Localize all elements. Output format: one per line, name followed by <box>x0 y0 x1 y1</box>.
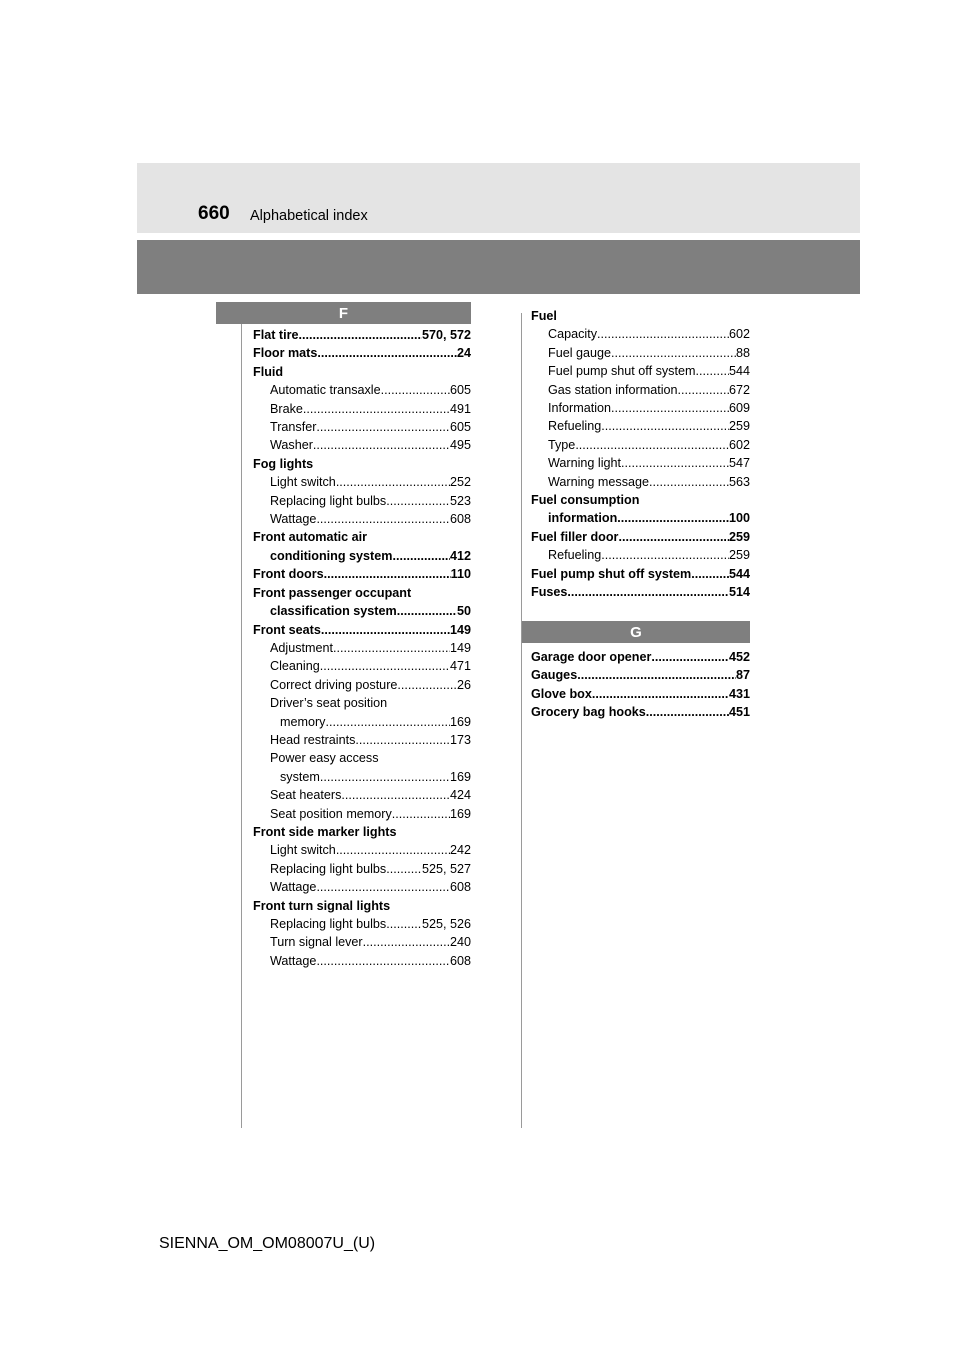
dot-leader <box>316 952 450 970</box>
index-term: Information <box>548 401 611 416</box>
page-reference: 471 <box>449 659 471 674</box>
page-reference: 608 <box>449 880 471 895</box>
dot-leader <box>695 362 729 380</box>
dot-leader <box>601 417 729 435</box>
index-term: Fuel pump shut off system <box>531 566 692 581</box>
index-entry <box>253 436 471 454</box>
dot-leader <box>678 381 729 399</box>
dot-leader <box>303 400 450 418</box>
dot-leader <box>320 768 450 786</box>
index-term: information <box>548 511 618 526</box>
index-entry <box>253 805 471 823</box>
index-term: Seat position memory <box>270 806 392 821</box>
dot-leader <box>316 510 450 528</box>
dot-leader <box>336 841 450 859</box>
index-term: Fuses <box>531 585 568 600</box>
index-term: Capacity <box>548 327 597 342</box>
page-reference: 563 <box>728 474 750 489</box>
page-reference: 169 <box>449 769 471 784</box>
index-entry <box>531 417 750 435</box>
index-term: Light switch <box>270 843 336 858</box>
page-reference: 495 <box>449 438 471 453</box>
index-entry <box>531 685 750 703</box>
page-reference: 523 <box>449 493 471 508</box>
index-term: Refueling <box>548 419 602 434</box>
index-term: Wattage <box>270 880 317 895</box>
dot-leader <box>392 547 450 565</box>
dot-leader <box>317 344 457 362</box>
index-term: Wattage <box>270 512 317 527</box>
index-term: Light switch <box>270 475 336 490</box>
page-reference: 452 <box>728 650 750 664</box>
index-entry <box>253 915 471 933</box>
index-entry <box>253 621 471 639</box>
page-reference: 240 <box>449 935 471 950</box>
page-reference: 424 <box>449 788 471 803</box>
dot-leader <box>646 703 729 721</box>
page-reference: 431 <box>728 686 750 701</box>
index-entry <box>531 666 750 684</box>
dot-leader <box>386 860 422 878</box>
index-entry <box>531 436 750 454</box>
index-entry <box>531 703 750 721</box>
index-term: Replacing light bulbs <box>270 493 387 508</box>
index-entry <box>253 565 471 583</box>
index-entry <box>531 473 750 491</box>
index-term: Front side marker lights <box>253 824 397 839</box>
dot-leader <box>618 528 729 546</box>
index-entry <box>253 584 471 602</box>
index-entry <box>253 860 471 878</box>
index-entry <box>531 546 750 564</box>
dot-leader <box>617 509 729 527</box>
index-term: Fuel consumption <box>531 493 640 508</box>
index-term: Fog lights <box>253 456 314 471</box>
dot-leader <box>621 454 729 472</box>
page-reference: 451 <box>728 705 750 720</box>
section-letter-g: G <box>522 621 750 643</box>
index-term: Turn signal lever <box>270 935 363 950</box>
dot-leader <box>341 786 450 804</box>
index-term: Flat tire <box>253 328 299 342</box>
page-reference: 605 <box>449 420 471 435</box>
page-reference: 110 <box>450 567 471 582</box>
index-term: Correct driving posture <box>270 677 398 692</box>
index-entry <box>253 326 471 344</box>
index-entry <box>253 528 471 546</box>
dot-leader <box>592 685 729 703</box>
left-column-rule <box>241 322 242 1128</box>
index-term: Seat heaters <box>270 788 342 803</box>
dot-leader <box>575 436 729 454</box>
index-entry <box>253 455 471 473</box>
page-reference: 514 <box>728 585 750 600</box>
index-term: Driver’s seat position <box>270 696 388 711</box>
index-term: Adjustment <box>270 640 333 655</box>
index-entry <box>253 473 471 491</box>
index-term: Automatic transaxle <box>270 383 381 398</box>
page-reference: 412 <box>449 548 471 563</box>
dot-leader <box>691 565 729 583</box>
index-term: Head restraints <box>270 732 356 747</box>
page-reference: 24 <box>456 346 471 361</box>
index-term: Fuel pump shut off system <box>548 364 696 379</box>
index-term: Gauges <box>531 668 578 683</box>
index-term: Warning message <box>548 474 650 489</box>
index-entry <box>531 583 750 601</box>
dot-leader <box>316 418 450 436</box>
index-term: Transfer <box>270 420 317 435</box>
page-reference: 672 <box>728 382 750 397</box>
page-reference: 87 <box>735 668 750 683</box>
index-entry <box>253 713 471 731</box>
page-reference: 149 <box>449 640 471 655</box>
page-reference: 242 <box>449 843 471 858</box>
dot-leader <box>397 602 457 620</box>
index-term: Type <box>548 437 576 452</box>
dot-leader <box>320 657 450 675</box>
index-term: Replacing light bulbs <box>270 861 387 876</box>
index-entry <box>253 510 471 528</box>
index-entry <box>531 399 750 417</box>
dot-leader <box>325 713 450 731</box>
index-term: Wattage <box>270 953 317 968</box>
page-reference: 259 <box>728 548 750 563</box>
index-term: Garage door opener <box>531 650 652 664</box>
page-reference: 259 <box>728 419 750 434</box>
index-term: Power easy access <box>270 751 379 766</box>
index-entry <box>253 418 471 436</box>
index-term: Brake <box>270 401 303 416</box>
index-entry <box>253 657 471 675</box>
page-reference: 169 <box>449 714 471 729</box>
index-term: Front doors <box>253 567 324 582</box>
index-term: Gas station information <box>548 382 678 397</box>
page-reference: 169 <box>449 806 471 821</box>
section-title: Alphabetical index <box>250 208 368 224</box>
index-entry <box>253 786 471 804</box>
index-entry <box>253 694 471 712</box>
index-term: conditioning system <box>270 548 393 563</box>
page-reference: 525, 526 <box>421 917 471 931</box>
page-reference: 100 <box>728 511 750 526</box>
dot-leader <box>313 436 450 454</box>
page-reference: 602 <box>728 327 750 342</box>
dot-leader <box>355 731 450 749</box>
index-entry <box>531 509 750 527</box>
page-reference: 88 <box>735 345 750 360</box>
index-entry <box>253 731 471 749</box>
index-entry <box>531 491 750 509</box>
dot-leader <box>299 326 422 344</box>
page-reference: 149 <box>449 622 471 637</box>
index-entry <box>253 768 471 786</box>
page-reference: 50 <box>456 604 471 619</box>
index-term: Cleaning <box>270 659 320 674</box>
index-term: Grocery bag hooks <box>531 705 646 720</box>
index-term: Front passenger occupant <box>253 585 412 600</box>
page-reference: 608 <box>449 512 471 527</box>
index-entry <box>531 565 750 583</box>
index-entry <box>253 363 471 381</box>
index-term: Front turn signal lights <box>253 898 391 913</box>
index-term: Fuel <box>531 309 557 323</box>
section-letter-f: F <box>216 302 471 324</box>
dot-leader <box>651 648 729 666</box>
dot-leader <box>321 621 450 639</box>
page-number: 660 <box>198 203 230 224</box>
dot-leader <box>333 639 450 657</box>
index-entry <box>253 639 471 657</box>
dot-leader <box>336 473 450 491</box>
dot-leader <box>397 676 457 694</box>
dot-leader <box>363 933 450 951</box>
page-reference: 605 <box>449 383 471 398</box>
index-entry <box>531 528 750 546</box>
index-term: Fuel gauge <box>548 345 612 360</box>
index-entry <box>531 381 750 399</box>
index-entry <box>253 952 471 970</box>
document-id: SIENNA_OM_OM08007U_(U) <box>159 1235 376 1252</box>
index-entry <box>531 362 750 380</box>
dot-leader <box>611 344 736 362</box>
dot-leader <box>597 325 729 343</box>
index-entry <box>531 454 750 472</box>
index-term: Washer <box>270 438 313 453</box>
index-term: Fluid <box>253 364 284 379</box>
index-entry <box>253 400 471 418</box>
index-entry <box>253 823 471 841</box>
index-entry <box>531 648 750 666</box>
page-reference: 173 <box>449 732 471 747</box>
index-term: Floor mats <box>253 346 318 361</box>
index-term: classification system <box>270 604 397 619</box>
right-column-rule <box>521 313 522 1128</box>
index-term: Glove box <box>531 686 592 701</box>
page-reference: 26 <box>456 677 471 692</box>
dot-leader <box>601 546 729 564</box>
page-reference: 602 <box>728 437 750 452</box>
dot-leader <box>386 492 450 510</box>
index-column-right-f <box>531 307 750 602</box>
dot-leader <box>386 915 422 933</box>
header-dark-band <box>137 240 860 294</box>
page-reference: 544 <box>728 364 750 379</box>
index-column-left <box>253 326 471 970</box>
page-reference: 570, 572 <box>421 328 471 342</box>
index-term: Fuel filler door <box>531 529 619 544</box>
dot-leader <box>649 473 729 491</box>
dot-leader <box>392 805 450 823</box>
header-band <box>137 163 860 233</box>
index-term: Front automatic air <box>253 530 368 545</box>
index-term: memory <box>280 714 326 729</box>
page-reference: 525, 527 <box>421 861 471 876</box>
index-entry <box>253 602 471 620</box>
page-reference: 259 <box>728 529 750 544</box>
page-reference: 544 <box>728 566 750 581</box>
index-entry <box>531 307 750 325</box>
index-term: Refueling <box>548 548 602 563</box>
index-entry <box>253 547 471 565</box>
dot-leader <box>324 565 451 583</box>
index-term: Replacing light bulbs <box>270 917 387 931</box>
index-entry <box>253 381 471 399</box>
index-term: Front seats <box>253 622 321 637</box>
index-entry <box>253 933 471 951</box>
index-term: system <box>280 769 320 784</box>
dot-leader <box>381 381 450 399</box>
index-entry <box>253 492 471 510</box>
dot-leader <box>577 666 736 684</box>
dot-leader <box>611 399 729 417</box>
page-reference: 491 <box>449 401 471 416</box>
index-entry <box>253 344 471 362</box>
index-entry <box>253 841 471 859</box>
index-entry <box>531 344 750 362</box>
page-reference: 608 <box>449 953 471 968</box>
page-reference: 252 <box>449 475 471 490</box>
page-reference: 609 <box>728 401 750 416</box>
page-reference: 547 <box>728 456 750 471</box>
index-entry <box>531 325 750 343</box>
index-entry <box>253 878 471 896</box>
index-entry <box>253 897 471 915</box>
index-column-right-g <box>531 648 750 722</box>
dot-leader <box>567 583 729 601</box>
index-entry <box>253 749 471 767</box>
index-term: Warning light <box>548 456 622 471</box>
dot-leader <box>316 878 450 896</box>
index-entry <box>253 676 471 694</box>
